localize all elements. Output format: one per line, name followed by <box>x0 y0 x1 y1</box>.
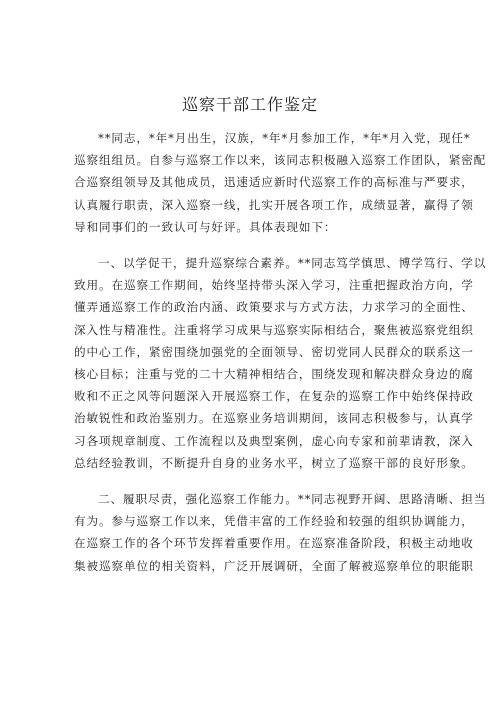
paragraph-duty <box>74 488 487 577</box>
text-line: 有为。参与巡察工作以来，凭借丰富的工作经验和较强的组织协调能力， <box>74 514 474 529</box>
paragraph-gap <box>74 474 436 488</box>
text-line: **同志，*年*月出生，汉族，*年*月参加工作，*年*月入党，现任* <box>98 131 471 145</box>
text-line: 集被巡察单位的相关资料，广泛开展调研，全面了解被巡察单位的职能职 <box>74 558 474 573</box>
text-line: 的中心工作，紧密围绕加强党的全面领导、密切党同人民群众的联系这一 <box>74 344 474 359</box>
paragraph-intro <box>74 127 487 238</box>
text-line: 深入性与精准性。注重将学习成果与巡察实际相结合，聚焦被巡察党组织 <box>74 322 474 337</box>
text-line: 认真履行职责，深入巡察一线，扎实开展各项工作，成绩显著，赢得了领 <box>74 197 474 212</box>
paragraph-gap <box>74 238 436 252</box>
text-line: 致用。在巡察工作期间，始终坚持带头深入学习，注重把握政治方向，学 <box>74 278 474 293</box>
text-line: 习各项规章制度、工作流程以及典型案例，虚心向专家和前辈请教，深入 <box>74 433 474 448</box>
text-line: 总结经验教训，不断提升自身的业务水平，树立了巡察干部的良好形象。 <box>74 455 474 470</box>
text-line: 治敏锐性和政治鉴别力。在巡察业务培训期间，该同志积极参与，认真学 <box>74 411 474 426</box>
paragraph-study <box>74 252 487 474</box>
text-line: 一、以学促干，提升巡察综合素养。**同志笃学慎思、博学笃行、学以 <box>98 256 487 271</box>
text-line: 在巡察工作的各个环节发挥着重要作用。在巡察准备阶段，积极主动地收 <box>74 536 474 551</box>
text-line: 败和不正之风等问题深入开展巡察工作，在复杂的巡察工作中始终保持政 <box>74 389 474 404</box>
document-body <box>74 127 487 577</box>
text-line: 合巡察组领导及其他成员，迅速适应新时代巡察工作的高标准与严要求， <box>74 175 474 190</box>
text-line: 核心目标；注重与党的二十大精神相结合，围绕发现和解决群众身边的腐 <box>74 367 474 382</box>
document-title: 巡察干部工作鉴定 <box>181 95 318 114</box>
text-line: 巡察组组员。自参与巡察工作以来，该同志积极融入巡察工作团队，紧密配 <box>74 153 487 168</box>
text-line: 懂弄通巡察工作的政治内涵、政策要求与方式方法，力求学习的全面性、 <box>74 300 474 315</box>
text-line: 二、履职尽责，强化巡察工作能力。**同志视野开阔、思路清晰、担当 <box>98 492 487 507</box>
text-line: 导和同事们的一致认可与好评。具体表现如下： <box>74 219 337 234</box>
